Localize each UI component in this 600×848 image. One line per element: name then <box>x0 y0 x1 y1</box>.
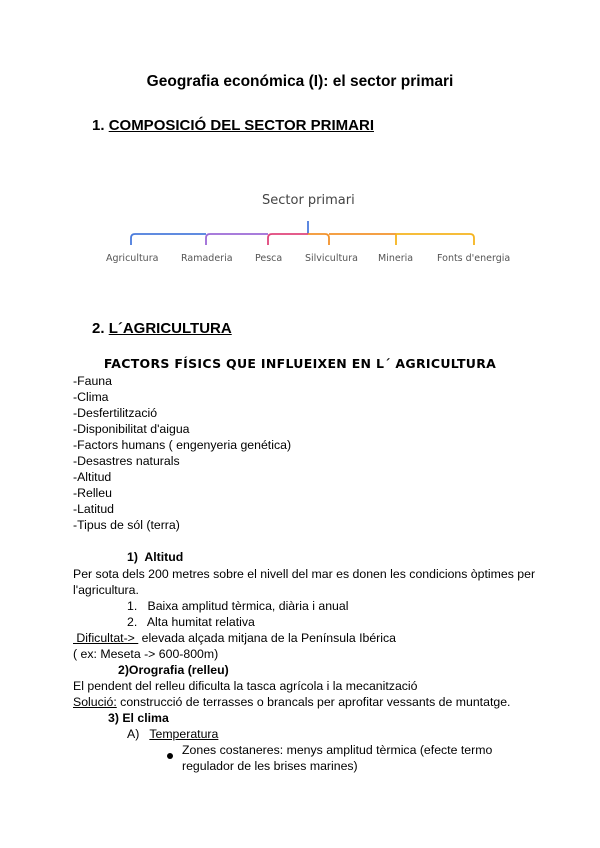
diagram-child-pesca: Pesca <box>255 253 283 264</box>
clima-bullet-line2: regulador de les brises marines) <box>182 759 358 773</box>
clima-sub-letter: A) <box>127 727 140 741</box>
clima-subheading <box>127 726 218 742</box>
diagram-root-label: Sector primari <box>262 193 355 208</box>
diagram-child-mineria: Mineria <box>378 253 414 264</box>
altitud-paragraph-line1: Per sota dels 200 metres sobre el nivell del mar es donen les condicions òptimes per <box>73 567 536 581</box>
dificultat-text: elevada alçada mitjana de la Península Ibérica <box>138 631 396 645</box>
factor-item: -Latitud <box>73 502 115 516</box>
diagram-branch-ramaderia <box>206 234 268 245</box>
altitud-title: Altitud <box>144 550 184 564</box>
clima-bullet-line1: Zones costaneres: menys amplitud tèrmica (efecte termo <box>182 743 493 757</box>
diagram-branch-silvicultura <box>308 234 396 245</box>
factors-list <box>73 373 291 533</box>
list-text: Alta humitat relativa <box>146 615 255 629</box>
factor-item: -Clima <box>73 390 109 404</box>
diagram-branch-mineria <box>396 234 474 245</box>
solucio-text: construcció de terrasses o brancals per aprofitar vessants de muntatge. <box>116 695 511 709</box>
diagram-child-silvicultura: Silvicultura <box>305 253 358 264</box>
altitud-list-item-1 <box>127 598 348 614</box>
altitud-heading <box>127 549 183 565</box>
altitud-example: ( ex: Meseta -> 600-800m) <box>73 647 219 661</box>
section-2-heading <box>92 320 232 337</box>
factor-item: -Fauna <box>73 374 112 388</box>
section-1-number: 1. <box>92 117 105 134</box>
clima-sub-title: Temperatura <box>149 727 219 741</box>
factor-item: -Disponibilitat d'aigua <box>73 422 190 436</box>
altitud-paragraph-line2: l'agricultura. <box>73 583 139 597</box>
section-1-title: COMPOSICIÓ DEL SECTOR PRIMARI <box>108 117 374 134</box>
altitud-number: 1) <box>127 550 138 564</box>
altitud-dificultat <box>73 630 396 646</box>
orografia-paragraph: El pendent del relleu dificulta la tasca agrícola i la mecanització <box>73 679 418 693</box>
factors-title: FACTORS FÍSICS QUE INFLUEIXEN EN L´ AGRICULTURA <box>103 356 497 371</box>
orografia-solucio <box>73 694 510 710</box>
solucio-label: Solució: <box>73 695 117 709</box>
factor-item: -Factors humans ( engenyeria genética) <box>73 438 292 452</box>
section-2-number: 2. <box>92 320 105 337</box>
list-text: Baixa amplitud tèrmica, diària i anual <box>147 599 349 613</box>
diagram-branch-agricultura <box>131 234 206 245</box>
diagram-child-fonts-energia: Fonts d'energia <box>437 253 511 264</box>
factor-item: -Altitud <box>73 470 112 484</box>
factor-item: -Relleu <box>73 486 112 500</box>
dificultat-label: Dificultat-> <box>73 631 139 645</box>
diagram-child-ramaderia: Ramaderia <box>181 253 233 264</box>
diagram-branch-pesca <box>268 234 308 245</box>
list-number: 1. <box>127 599 138 613</box>
bullet-icon <box>167 746 173 764</box>
factor-item: -Desastres naturals <box>73 454 180 468</box>
section-2-title: L´AGRICULTURA <box>108 320 232 337</box>
document-title: Geografia económica (I): el sector primari <box>146 73 454 90</box>
diagram-child-agricultura: Agricultura <box>106 253 159 264</box>
factor-item: -Tipus de sól (terra) <box>73 518 180 532</box>
factor-item: -Desfertilització <box>73 406 158 420</box>
clima-heading: 3) El clima <box>108 711 169 725</box>
orografia-heading: 2)Orografia (relleu) <box>118 663 229 677</box>
list-number: 2. <box>127 615 138 629</box>
altitud-list-item-2 <box>127 614 255 630</box>
